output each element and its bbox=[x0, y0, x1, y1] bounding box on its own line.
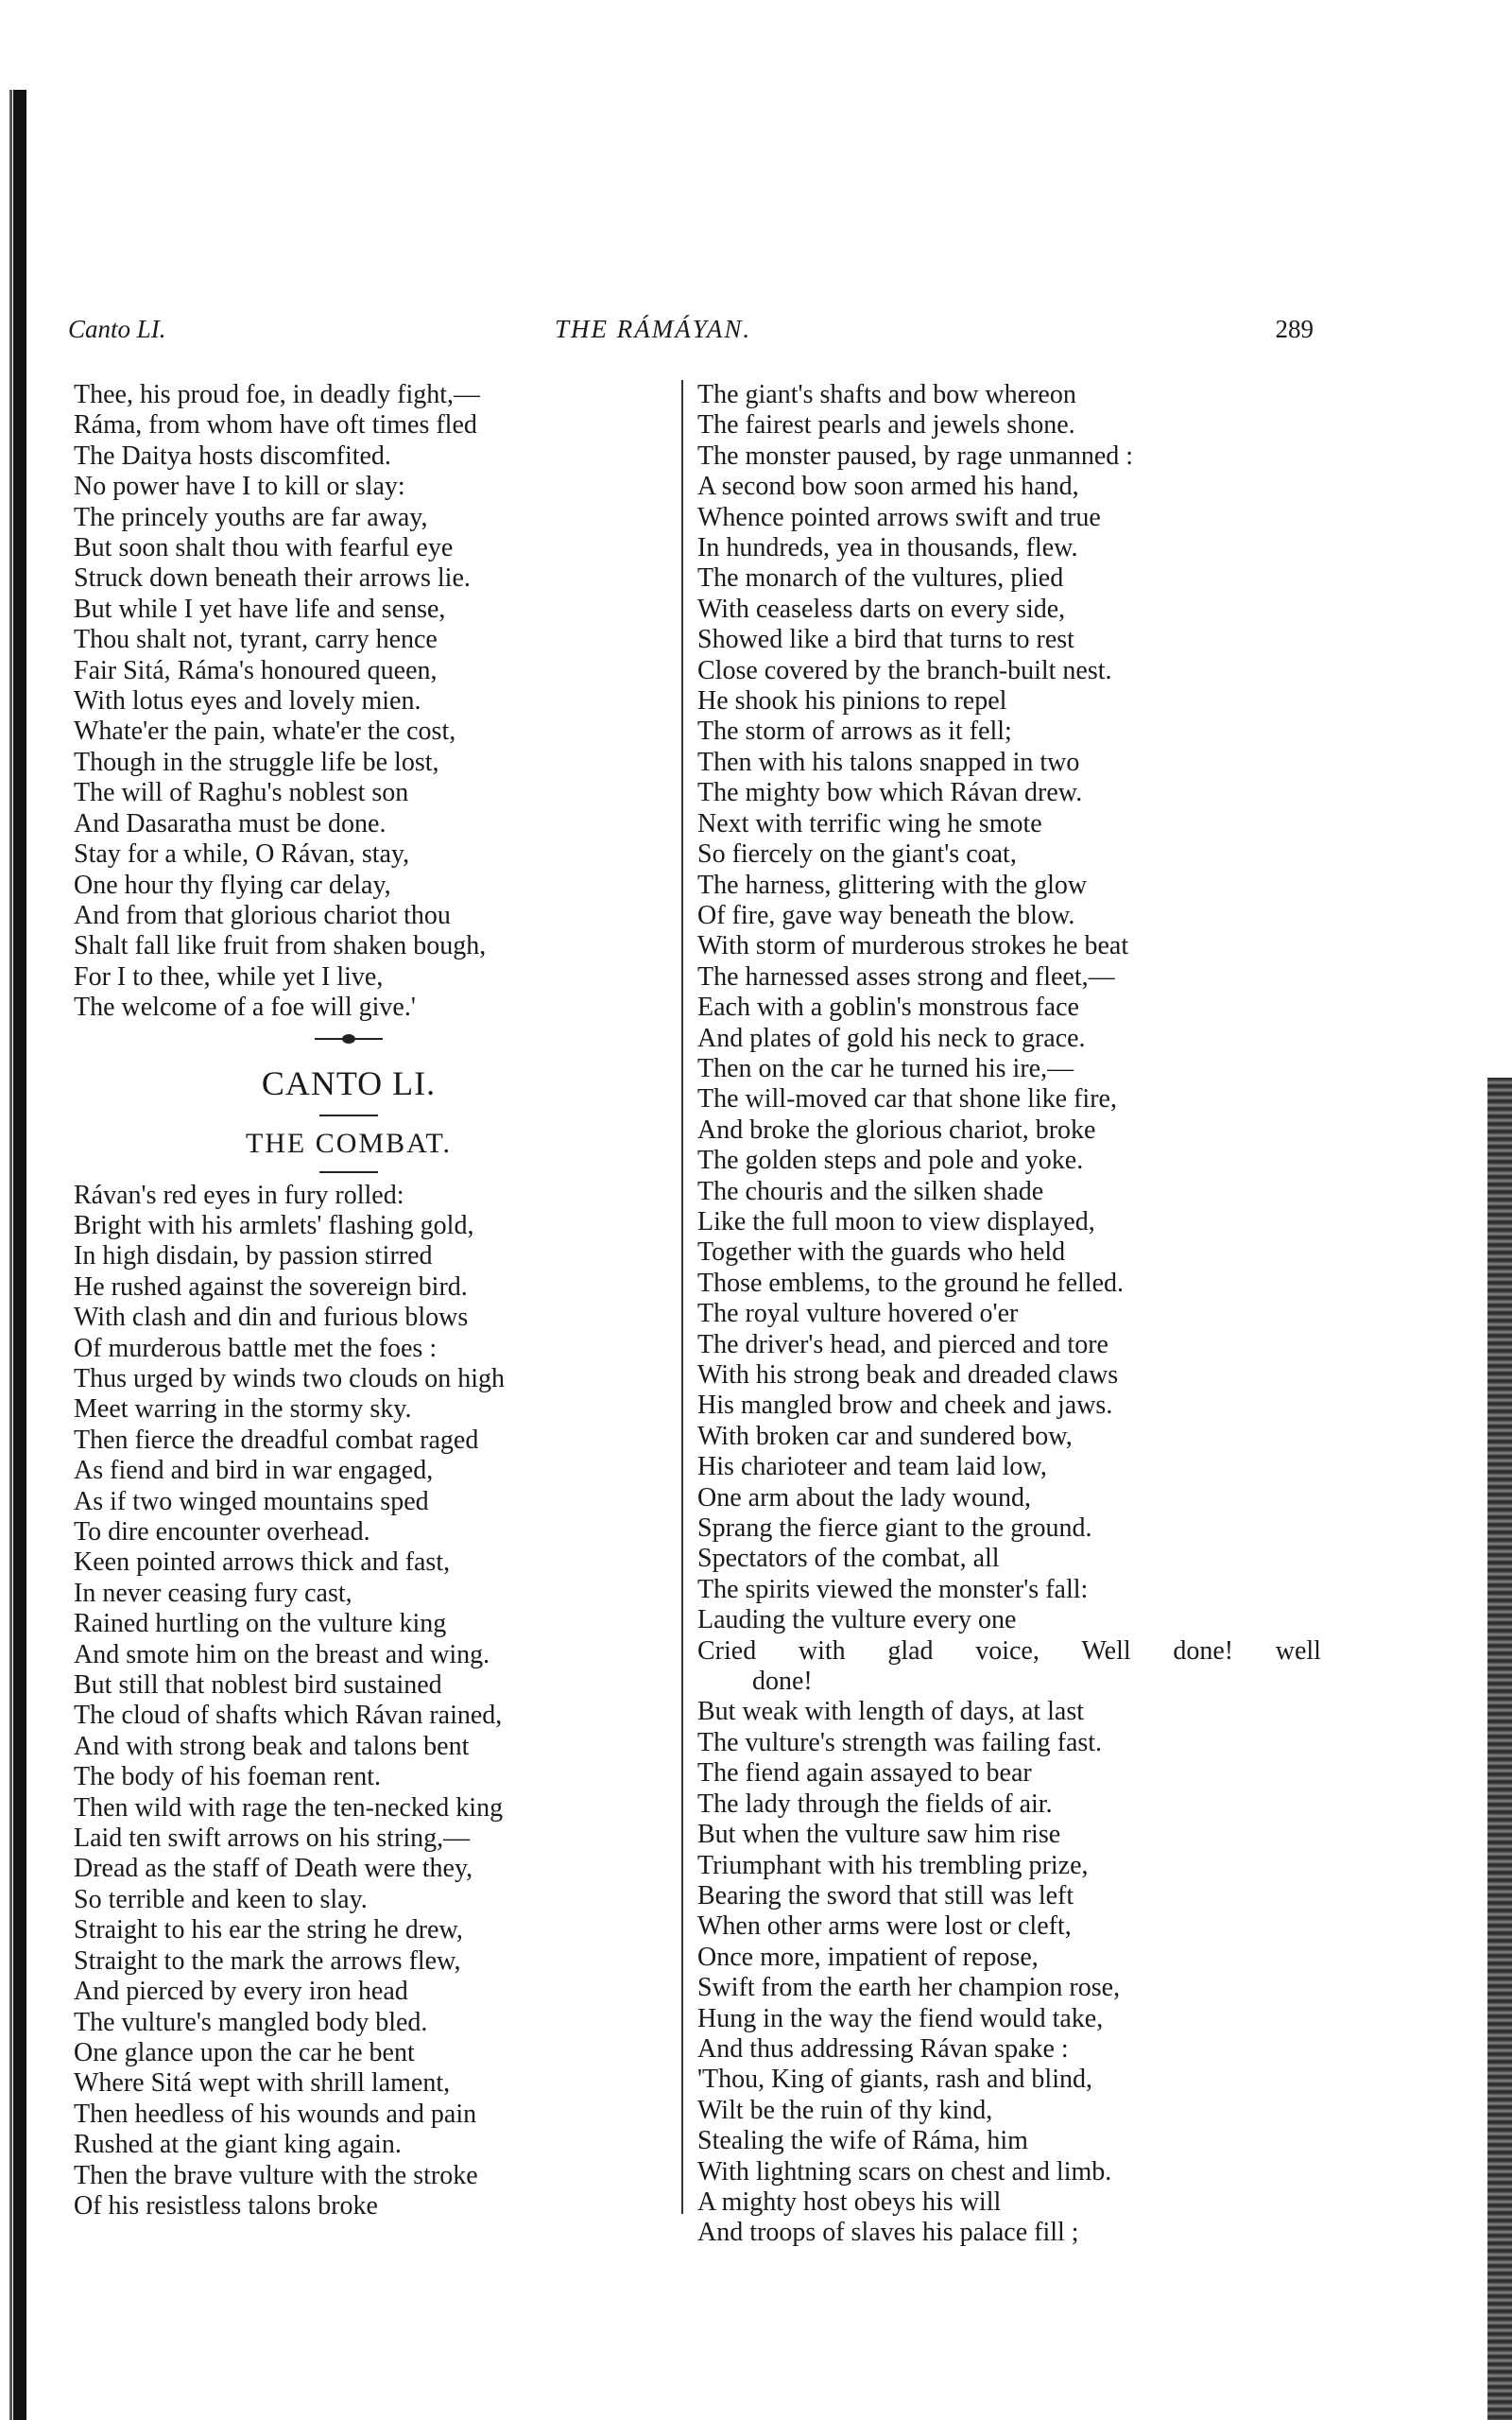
verse-line: Next with terrific wing he smote bbox=[697, 808, 1042, 838]
verse-line: But soon shalt thou with fearful eye bbox=[74, 533, 454, 563]
verse-word: Well bbox=[1081, 1635, 1131, 1666]
verse-line: Close covered by the branch-built nest. bbox=[697, 655, 1112, 685]
verse-line: One hour thy flying car delay, bbox=[74, 870, 391, 900]
verse-line: Like the full moon to view displayed, bbox=[697, 1206, 1095, 1236]
verse-word: with bbox=[798, 1635, 846, 1666]
column-divider bbox=[681, 380, 683, 2214]
verse-line: Then fierce the dreadful combat raged bbox=[74, 1425, 479, 1455]
verse-line: The driver's head, and pierced and tore bbox=[697, 1329, 1108, 1359]
verse-word: voice, bbox=[975, 1635, 1040, 1666]
verse-line: But still that noblest bird sustained bbox=[74, 1670, 442, 1701]
verse-line: With broken car and sundered bow, bbox=[697, 1421, 1073, 1451]
verse-block-right-top bbox=[697, 380, 1321, 1636]
verse-line: The giant's shafts and bow whereon bbox=[697, 380, 1076, 409]
right-column bbox=[697, 380, 1321, 2249]
verse-line: Spectators of the combat, all bbox=[697, 1544, 1000, 1574]
verse-line: Thee, his proud foe, in deadly fight,— bbox=[74, 380, 481, 409]
verse-line: The golden steps and pole and yoke. bbox=[697, 1146, 1084, 1176]
verse-line: The chouris and the silken shade bbox=[697, 1176, 1044, 1206]
verse-line: Meet warring in the stormy sky. bbox=[74, 1394, 412, 1425]
verse-line: The mighty bow which Rávan drew. bbox=[697, 778, 1083, 808]
verse-line: Bearing the sword that still was left bbox=[697, 1880, 1074, 1910]
verse-line: Swift from the earth her champion rose, bbox=[697, 1973, 1121, 2003]
verse-line: Struck down beneath their arrows lie. bbox=[74, 563, 471, 594]
verse-line: And from that glorious chariot thou bbox=[74, 900, 451, 930]
verse-line: Bright with his armlets' flashing gold, bbox=[74, 1210, 474, 1240]
verse-line: Then on the car he turned his ire,— bbox=[697, 1053, 1074, 1083]
verse-line: The spirits viewed the monster's fall: bbox=[697, 1574, 1089, 1604]
verse-line: Though in the struggle life be lost, bbox=[74, 747, 439, 777]
verse-line: Of his resistless talons broke bbox=[74, 2190, 378, 2221]
verse-line: One glance upon the car he bent bbox=[74, 2037, 415, 2067]
verse-line: Sprang the fierce giant to the ground. bbox=[697, 1513, 1092, 1544]
verse-line: Showed like a bird that turns to rest bbox=[697, 625, 1074, 655]
verse-line: To dire encounter overhead. bbox=[74, 1517, 370, 1547]
verse-line: The fiend again assayed to bear bbox=[697, 1758, 1032, 1789]
verse-line: Dread as the staff of Death were they, bbox=[74, 1854, 473, 1884]
verse-line: With lightning scars on chest and limb. bbox=[697, 2156, 1112, 2187]
verse-line: Once more, impatient of repose, bbox=[697, 1942, 1039, 1972]
verse-line: In hundreds, yea in thousands, flew. bbox=[697, 533, 1078, 563]
verse-line: With his strong beak and dreaded claws bbox=[697, 1360, 1119, 1390]
verse-line: Of murderous battle met the foes : bbox=[74, 1333, 438, 1363]
verse-line: The lady through the fields of air. bbox=[697, 1789, 1053, 1819]
verse-line: Of fire, gave way beneath the blow. bbox=[697, 900, 1075, 930]
verse-line: The body of his foeman rent. bbox=[74, 1762, 382, 1792]
scan-binding-edge bbox=[13, 90, 26, 2420]
verse-line: With ceaseless darts on every side, bbox=[697, 594, 1066, 624]
verse-line: The fairest pearls and jewels shone. bbox=[697, 410, 1075, 441]
verse-line: The harnessed asses strong and fleet,— bbox=[697, 961, 1115, 992]
verse-line: The monarch of the vultures, plied bbox=[697, 563, 1064, 594]
verse-line: Then wild with rage the ten-necked king bbox=[74, 1792, 504, 1823]
verse-line: Stay for a while, O Rávan, stay, bbox=[74, 839, 410, 870]
verse-line: The royal vulture hovered o'er bbox=[697, 1299, 1019, 1329]
verse-line: Whate'er the pain, whate'er the cost, bbox=[74, 717, 456, 747]
ornament-dot bbox=[342, 1034, 355, 1044]
verse-line: And with strong beak and talons bent bbox=[74, 1731, 470, 1761]
verse-line: His charioteer and team laid low, bbox=[697, 1452, 1047, 1482]
verse-line: Rávan's red eyes in fury rolled: bbox=[74, 1180, 404, 1210]
verse-line: His mangled brow and cheek and jaws. bbox=[697, 1391, 1113, 1421]
heading-rule bbox=[319, 1171, 378, 1173]
verse-line: Straight to the mark the arrows flew, bbox=[74, 1945, 461, 1976]
verse-line: With lotus eyes and lovely mien. bbox=[74, 686, 421, 717]
verse-stanza-combat bbox=[74, 1181, 669, 2222]
verse-line: The princely youths are far away, bbox=[74, 502, 428, 532]
verse-line: The monster paused, by rage unmanned : bbox=[697, 441, 1134, 471]
verse-line: With storm of murderous strokes he beat bbox=[697, 931, 1129, 961]
verse-line: And pierced by every iron head bbox=[74, 1977, 408, 2007]
verse-line: A second bow soon armed his hand, bbox=[697, 472, 1079, 502]
verse-line: When other arms were lost or cleft, bbox=[697, 1911, 1072, 1942]
section-ornament bbox=[74, 1024, 669, 1052]
verse-line: As fiend and bird in war engaged, bbox=[74, 1456, 434, 1486]
verse-line: And Dasaratha must be done. bbox=[74, 808, 387, 838]
verse-line: Then with his talons snapped in two bbox=[697, 747, 1080, 777]
verse-line: Hung in the way the fiend would take, bbox=[697, 2003, 1104, 2033]
verse-line: Thou shalt not, tyrant, carry hence bbox=[74, 625, 438, 655]
verse-word: well bbox=[1275, 1635, 1321, 1666]
verse-line: Wilt be the ruin of thy kind, bbox=[697, 2095, 993, 2125]
verse-line: Rushed at the giant king again. bbox=[74, 2130, 402, 2160]
verse-line-justified bbox=[697, 1636, 1321, 1667]
verse-line: Thus urged by winds two clouds on high bbox=[74, 1363, 506, 1393]
verse-line: But while I yet have life and sense, bbox=[74, 594, 446, 624]
verse-line: Keen pointed arrows thick and fast, bbox=[74, 1547, 451, 1578]
header-book-title: THE RÁMÁYAN. bbox=[555, 315, 752, 343]
verse-line: So terrible and keen to slay. bbox=[74, 1884, 368, 1914]
verse-line: With clash and din and furious blows bbox=[74, 1303, 469, 1333]
verse-line: In never ceasing fury cast, bbox=[74, 1578, 352, 1608]
verse-line: Together with the guards who held bbox=[697, 1237, 1066, 1268]
verse-line: But weak with length of days, at last bbox=[697, 1697, 1085, 1727]
verse-word: done! bbox=[1173, 1635, 1234, 1666]
verse-word: Cried bbox=[697, 1635, 757, 1666]
verse-line: No power have I to kill or slay: bbox=[74, 472, 405, 502]
verse-line: One arm about the lady wound, bbox=[697, 1482, 1032, 1512]
verse-stanza-top bbox=[74, 380, 669, 1024]
left-column bbox=[74, 380, 669, 2221]
verse-line: The will-moved car that shone like fire, bbox=[697, 1084, 1117, 1115]
verse-line: So fiercely on the giant's coat, bbox=[697, 839, 1017, 870]
verse-line: And smote him on the breast and wing. bbox=[74, 1639, 490, 1669]
verse-line: Laid ten swift arrows on his string,— bbox=[74, 1824, 471, 1854]
page-number: 289 bbox=[1275, 315, 1314, 343]
scan-right-edge bbox=[1487, 1078, 1512, 2420]
verse-line: The harness, glittering with the glow bbox=[697, 870, 1088, 900]
running-header bbox=[68, 315, 1314, 353]
verse-line: Triumphant with his trembling prize, bbox=[697, 1850, 1089, 1880]
verse-line: The vulture's mangled body bled. bbox=[74, 2007, 428, 2037]
verse-line: Shalt fall like fruit from shaken bough, bbox=[74, 931, 487, 961]
verse-line-continuation: done! bbox=[752, 1667, 813, 1697]
verse-line: Whence pointed arrows swift and true bbox=[697, 502, 1101, 532]
verse-line: He shook his pinions to repel bbox=[697, 686, 1007, 717]
verse-line: The cloud of shafts which Rávan rained, bbox=[74, 1701, 503, 1731]
verse-line: Then the brave vulture with the stroke bbox=[74, 2160, 478, 2190]
verse-line: And broke the glorious chariot, broke bbox=[697, 1115, 1096, 1145]
verse-line: For I to thee, while yet I live, bbox=[74, 961, 384, 992]
verse-line: Fair Sitá, Ráma's honoured queen, bbox=[74, 655, 438, 685]
verse-line: Ráma, from whom have oft times fled bbox=[74, 410, 477, 441]
verse-line: The will of Raghu's noblest son bbox=[74, 778, 409, 808]
verse-line: Where Sitá wept with shrill lament, bbox=[74, 2068, 451, 2099]
verse-line: The storm of arrows as it fell; bbox=[697, 717, 1012, 747]
verse-line: The Daitya hosts discomfited. bbox=[74, 441, 391, 471]
heading-rule bbox=[319, 1115, 378, 1116]
section-heading: THE COMBAT. bbox=[245, 1127, 453, 1159]
verse-block-right-bottom bbox=[697, 1697, 1321, 2248]
verse-line: He rushed against the sovereign bird. bbox=[74, 1271, 468, 1302]
verse-line: And thus addressing Rávan spake : bbox=[697, 2033, 1069, 2064]
verse-line: Lauding the vulture every one bbox=[697, 1605, 1017, 1635]
verse-line: Each with a goblin's monstrous face bbox=[697, 993, 1079, 1023]
scan-edge-shadow bbox=[9, 90, 12, 2420]
verse-line: Stealing the wife of Ráma, him bbox=[697, 2126, 1028, 2156]
verse-line: A mighty host obeys his will bbox=[697, 2187, 1002, 2217]
verse-line: And troops of slaves his palace fill ; bbox=[697, 2218, 1079, 2248]
header-canto: Canto LI. bbox=[68, 315, 166, 343]
verse-line: But when the vulture saw him rise bbox=[697, 1820, 1061, 1850]
verse-line: Those emblems, to the ground he felled. bbox=[697, 1268, 1124, 1298]
verse-line: 'Thou, King of giants, rash and blind, bbox=[697, 2065, 1092, 2095]
verse-line: In high disdain, by passion stirred bbox=[74, 1241, 433, 1271]
verse-word: glad bbox=[887, 1635, 934, 1666]
verse-line: As if two winged mountains sped bbox=[74, 1486, 429, 1516]
verse-line: And plates of gold his neck to grace. bbox=[697, 1023, 1086, 1053]
verse-line: Then heedless of his wounds and pain bbox=[74, 2099, 477, 2129]
verse-line: The vulture's strength was failing fast. bbox=[697, 1727, 1103, 1757]
verse-line: Straight to his ear the string he drew, bbox=[74, 1915, 463, 1945]
verse-line: The welcome of a foe will give.' bbox=[74, 993, 416, 1023]
canto-heading: CANTO LI. bbox=[261, 1063, 437, 1102]
verse-line: Rained hurtling on the vulture king bbox=[74, 1609, 447, 1639]
